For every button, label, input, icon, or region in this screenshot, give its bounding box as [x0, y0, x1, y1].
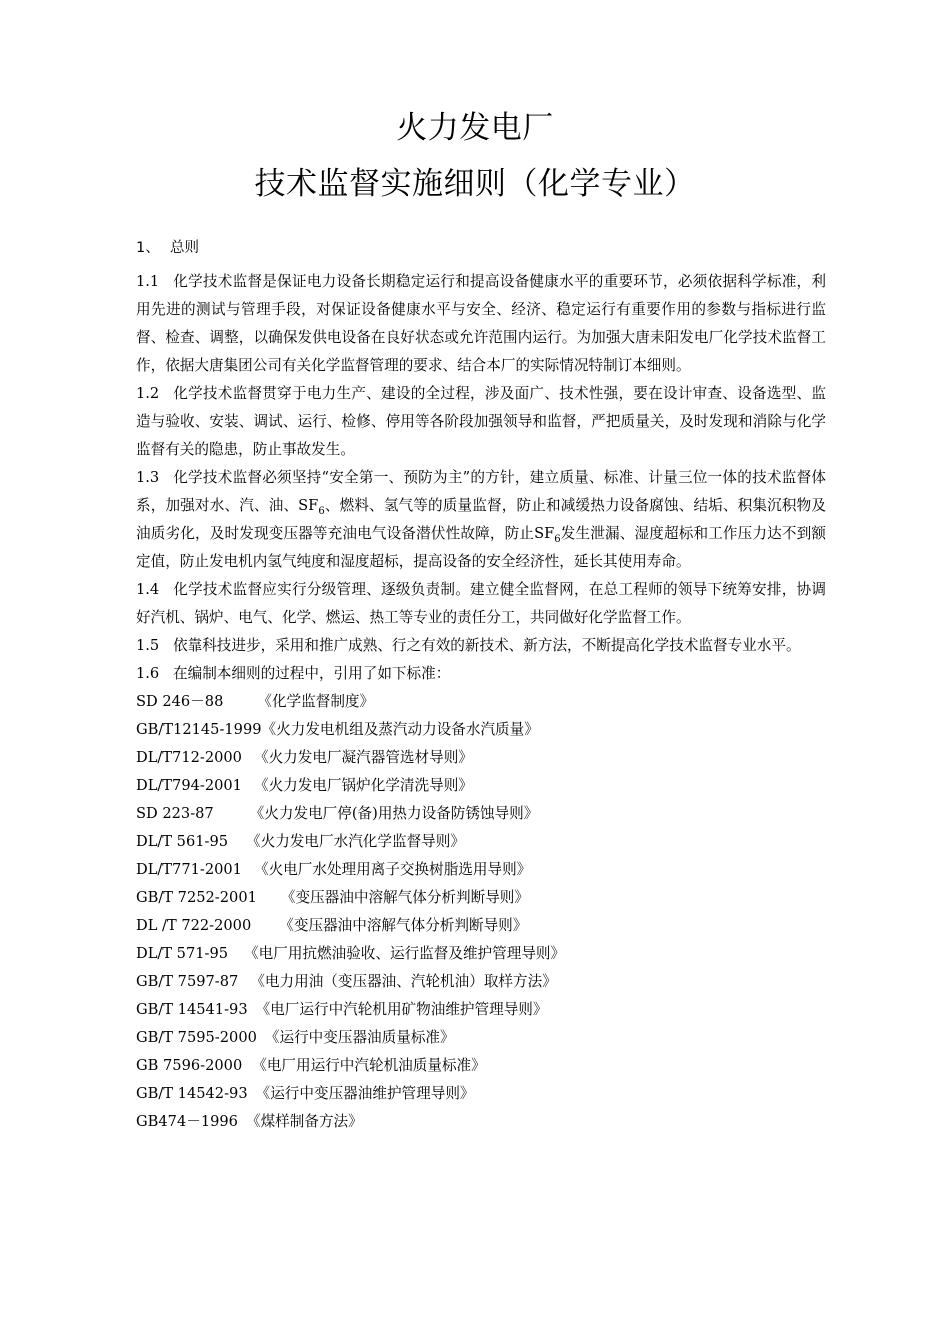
standard-name: 《火力发电厂凝汽器管选材导则》	[253, 749, 473, 766]
paragraph-1-4	[136, 576, 826, 632]
standard-item	[136, 1080, 826, 1108]
section-heading	[136, 236, 199, 257]
paragraph-number: 1.3	[136, 469, 160, 486]
standard-item	[136, 716, 826, 744]
paragraph-text: 在编制本细则的过程中，引用了如下标准：	[173, 665, 451, 682]
paragraph-1-3	[136, 464, 826, 576]
standard-code: DL/T771-2001	[136, 861, 242, 878]
standard-item	[136, 996, 826, 1024]
standard-item	[136, 828, 826, 856]
document-body	[136, 268, 826, 1136]
standard-code: SD 223-87	[136, 805, 214, 822]
standard-code: GB/T 7597-87	[136, 973, 239, 990]
standard-code: GB474－1996	[136, 1113, 238, 1130]
standard-code: GB/T 14542-93	[136, 1085, 248, 1102]
standard-name: 《电力用油（变压器油、汽轮机油）取样方法》	[250, 973, 557, 990]
paragraph-number: 1.4	[136, 581, 160, 598]
standard-name: 《变压器油中溶解气体分析判断导则》	[280, 889, 529, 906]
paragraph-1-5	[136, 632, 826, 660]
standard-code: DL/T794-2001	[136, 777, 242, 794]
standard-name: 《火力发电厂停(备)用热力设备防锈蚀导则》	[249, 805, 539, 822]
paragraph-number: 1.6	[136, 665, 160, 682]
subscript: 6	[554, 534, 561, 545]
paragraph-text: 化学技术监督是保证电力设备长期稳定运行和提高设备健康水平的重要环节，必须依据科学标准，利用先进的测试与管理手段，对保证设备健康水平与安全、经济、稳定运行有重要作用的参数与指标进行监督、检查、调整，以确保发供电设备在良好状态或允许范围内运行。为加强大唐耒阳发电厂化学技术监督工作，依据大唐集团公司有关化学监督管理的要求、结合本厂的实际情况特制订本细则。	[136, 273, 826, 374]
standard-code: DL /T 722-2000	[136, 917, 252, 934]
standard-item	[136, 1024, 826, 1052]
paragraph-number: 1.5	[136, 637, 160, 654]
standard-name: 《电厂运行中汽轮机用矿物油维护管理导则》	[255, 1001, 548, 1018]
paragraph-1-6	[136, 660, 826, 688]
standard-name: 《火力发电厂水汽化学监督导则》	[246, 833, 465, 850]
paragraph-text: 化学技术监督必须坚持“安全第一、预防为主”的方针，建立质量、标准、计量三位一体的技术监督体系，加强对水、汽、油、SF	[136, 469, 826, 514]
standard-code: GB/T 7252-2001	[136, 889, 257, 906]
standard-name: 《变压器油中溶解气体分析判断导则》	[279, 917, 528, 934]
standard-code: DL/T712-2000	[136, 749, 242, 766]
standard-name: 《火力发电机组及蒸汽动力设备水汽质量》	[261, 721, 539, 738]
standard-name: 《电厂用运行中汽轮机油质量标准》	[252, 1057, 486, 1074]
standard-item	[136, 772, 826, 800]
subscript: 6	[318, 506, 325, 517]
standard-name: 《电厂用抗燃油验收、运行监督及维护管理导则》	[244, 945, 566, 962]
document-subtitle: 技术监督实施细则（化学专业）	[254, 166, 696, 202]
standard-code: SD 246－88	[136, 693, 224, 710]
standard-item	[136, 940, 826, 968]
standard-code: DL/T 571-95	[136, 945, 229, 962]
standard-item	[136, 800, 826, 828]
section-number: 1、	[136, 240, 160, 256]
standard-name: 《火力发电厂锅炉化学清洗导则》	[253, 777, 473, 794]
standard-code: GB 7596-2000	[136, 1057, 243, 1074]
section-title: 总则	[170, 240, 199, 256]
paragraph-1-1	[136, 268, 826, 380]
standard-item	[136, 856, 826, 884]
standard-code: GB/T 7595-2000	[136, 1029, 257, 1046]
standard-name: 《运行中变压器油维护管理导则》	[255, 1085, 475, 1102]
standard-code: GB/T 14541-93	[136, 1001, 248, 1018]
standard-item	[136, 912, 826, 940]
standard-item	[136, 744, 826, 772]
paragraph-text: 发生泄漏、湿度超标和工作压力达不到额定值，防止发电机内氢气纯度和湿度超标，提高设备的安全经济性，延长其使用寿命。	[136, 525, 826, 570]
standard-name: 《运行中变压器油质量标准》	[264, 1029, 455, 1046]
standards-list	[136, 688, 826, 1136]
standard-code: GB/T12145-1999	[136, 721, 262, 738]
standard-name: 《煤样制备方法》	[245, 1113, 363, 1130]
standard-name: 《化学监督制度》	[257, 693, 375, 710]
standard-item	[136, 688, 826, 716]
paragraph-number: 1.1	[136, 273, 160, 290]
standard-name: 《火电厂水处理用离子交换树脂选用导则》	[253, 861, 532, 878]
document-title: 火力发电厂	[396, 110, 554, 146]
paragraph-text: 、燃料、氢气等的质量监督，防止和减缓热力设备腐蚀、结垢、积集沉积物及油质劣化，及时发现变压器等充油电气设备潜伏性故障，防止SF	[136, 497, 826, 542]
standard-item	[136, 968, 826, 996]
paragraph-text: 依靠科技进步，采用和推广成熟、行之有效的新技术、新方法，不断提高化学技术监督专业水平。	[173, 637, 801, 654]
paragraph-1-2	[136, 380, 826, 464]
paragraph-text: 化学技术监督应实行分级管理、逐级负责制。建立健全监督网，在总工程师的领导下统筹安排，协调好汽机、锅炉、电气、化学、燃运、热工等专业的责任分工，共同做好化学监督工作。	[136, 581, 826, 626]
standard-item	[136, 1052, 826, 1080]
standard-code: DL/T 561-95	[136, 833, 229, 850]
paragraph-text: 化学技术监督贯穿于电力生产、建设的全过程，涉及面广、技术性强，要在设计审查、设备选型、监造与验收、安装、调试、运行、检修、停用等各阶段加强领导和监督，严把质量关，及时发现和消除与化学监督有关的隐患，防止事故发生。	[136, 385, 826, 458]
paragraph-number: 1.2	[136, 385, 160, 402]
standard-item	[136, 884, 826, 912]
standard-item	[136, 1108, 826, 1136]
